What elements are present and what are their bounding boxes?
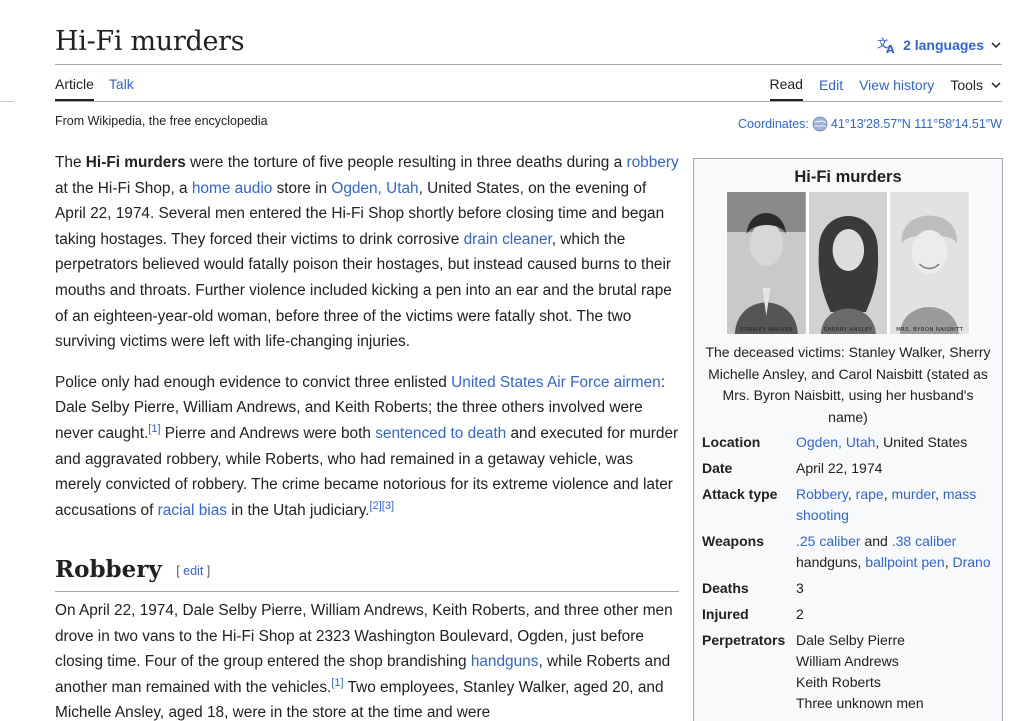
- text: and executed for murder and aggravated robbery, while Roberts, who had remained in a getaway vehicle, was merely convicted of robbery. The crime became notorious for its extreme violence and later accusations of: [55, 424, 679, 519]
- text: : Dale Selby Pierre, William Andrews, and Keith Roberts; the three others involved were never caught.: [55, 373, 666, 442]
- infobox-value: [796, 630, 994, 714]
- globe-icon[interactable]: [812, 116, 828, 132]
- text: and: [860, 533, 892, 549]
- text: , while Roberts and another man remained with the vehicles.: [55, 653, 671, 696]
- link-ballpoint-pen[interactable]: ballpoint pen: [865, 554, 945, 570]
- photo-caption: MRS. BYRON NAISBITT: [896, 327, 964, 333]
- link-38-caliber[interactable]: .38 caliber: [891, 533, 957, 549]
- sidebar-divider: [0, 101, 14, 102]
- infobox-key: Date: [702, 460, 733, 476]
- text: store in: [272, 179, 332, 197]
- reference-1[interactable]: [1]: [148, 422, 161, 435]
- text: , United States: [875, 434, 968, 450]
- perpetrator-name: Dale Selby Pierre: [796, 632, 905, 648]
- coordinates-label[interactable]: Coordinates:: [738, 117, 809, 131]
- tabs-divider: [55, 101, 1002, 102]
- intro: [55, 150, 679, 538]
- infobox-image[interactable]: [702, 192, 994, 334]
- link-robbery[interactable]: robbery: [626, 154, 679, 171]
- infobox: [693, 158, 1003, 721]
- reference-1[interactable]: [1]: [331, 676, 344, 689]
- intro-paragraph-2: [55, 370, 679, 524]
- text: Police only had enough evidence to convict three enlisted: [55, 373, 452, 391]
- separator: ,: [847, 486, 856, 502]
- link-racial-bias[interactable]: racial bias: [157, 501, 227, 519]
- tab-talk[interactable]: Talk: [108, 76, 134, 92]
- namespace-tabs: [55, 76, 134, 101]
- title-divider: [55, 64, 1002, 65]
- link-25-caliber[interactable]: .25 caliber: [796, 533, 861, 549]
- infobox-title: Hi-Fi murders: [794, 168, 902, 186]
- infobox-key: Deaths: [702, 580, 749, 596]
- infobox-row-deaths: [702, 578, 994, 599]
- infobox-value: 3: [796, 580, 804, 596]
- text: in the Utah judiciary.: [226, 501, 370, 519]
- victim-photo-2: [809, 192, 888, 334]
- infobox-key: Weapons: [702, 533, 764, 549]
- reference-3[interactable]: [3]: [381, 499, 395, 512]
- separator: ,: [883, 486, 892, 502]
- tab-view-history[interactable]: View history: [859, 77, 935, 93]
- infobox-key: Attack type: [702, 486, 778, 502]
- link-ogden-utah[interactable]: Ogden, Utah: [796, 434, 876, 450]
- infobox-rows: [702, 432, 994, 714]
- link-ogden-utah[interactable]: Ogden, Utah: [331, 179, 419, 197]
- section-body: [55, 598, 679, 721]
- section-edit-link[interactable]: edit: [183, 564, 204, 578]
- infobox-key: Perpetrators: [702, 632, 786, 648]
- perpetrator-name: Keith Roberts: [796, 674, 881, 690]
- link-murder[interactable]: murder: [891, 486, 936, 502]
- victim-photo-3: [890, 192, 969, 334]
- tagline: From Wikipedia, the free encyclopedia: [55, 114, 268, 128]
- translate-icon: [877, 36, 897, 54]
- infobox-row-weapons: [702, 531, 994, 573]
- tab-article[interactable]: Article: [55, 76, 94, 101]
- link-drano[interactable]: Drano: [952, 554, 991, 570]
- infobox-row-injured: [702, 604, 994, 625]
- infobox-key: Location: [702, 434, 761, 450]
- chevron-down-icon: [990, 39, 1002, 51]
- infobox-value: [796, 531, 994, 573]
- section-heading: [55, 556, 679, 592]
- link-mass-shooting[interactable]: mass shooting: [796, 486, 977, 523]
- tools-menu[interactable]: [950, 77, 1002, 100]
- svg-text:文: 文: [877, 37, 889, 50]
- photo-caption: SHERRY ANSLEY: [823, 327, 873, 333]
- text: handguns,: [796, 554, 866, 570]
- infobox-row-date: [702, 458, 994, 479]
- link-handguns[interactable]: handguns: [470, 653, 539, 671]
- perpetrator-name: William Andrews: [796, 653, 899, 669]
- link-robbery[interactable]: Robbery: [796, 486, 848, 502]
- coordinates: [738, 116, 1002, 132]
- text: The: [55, 154, 86, 171]
- text: Two employees, Stanley Walker, aged 20, and Michelle Ansley, aged 18, were in the store at the time and were: [55, 678, 664, 721]
- photo-caption: STANLEY WALKER: [739, 327, 793, 333]
- text: , United States, on the evening of April 22, 1974. Several men entered the Hi-Fi Shop shortly before closing time and began taking hostages. They forced their victims to drink corrosive: [55, 179, 665, 248]
- view-tabs: [770, 76, 1003, 101]
- tab-edit[interactable]: Edit: [818, 77, 844, 93]
- infobox-row-attack-type: [702, 484, 994, 526]
- text: at the Hi-Fi Shop, a: [55, 179, 192, 197]
- chevron-down-icon: [990, 79, 1002, 91]
- languages-label: 2 languages: [903, 37, 984, 53]
- bracket: ]: [203, 564, 211, 578]
- infobox-value: [796, 432, 994, 453]
- page-title: Hi-Fi murders: [55, 26, 245, 57]
- link-usaf-airmen[interactable]: United States Air Force airmen: [451, 373, 661, 391]
- link-rape[interactable]: rape: [855, 486, 884, 502]
- link-drain-cleaner[interactable]: drain cleaner: [463, 230, 552, 248]
- languages-button[interactable]: [877, 36, 1002, 54]
- infobox-value: April 22, 1974: [796, 460, 883, 476]
- section-edit: [176, 564, 210, 578]
- infobox-row-location: [702, 432, 994, 453]
- intro-paragraph-1: [55, 150, 679, 355]
- infobox-key: Injured: [702, 606, 749, 622]
- coordinates-value[interactable]: 41°13′28.57″N 111°58′14.51″W: [830, 117, 1002, 131]
- link-sentenced-to-death[interactable]: sentenced to death: [375, 424, 507, 442]
- perpetrator-name: Three unknown men: [796, 695, 924, 711]
- text: Pierre and Andrews were both: [160, 424, 376, 442]
- text: On April 22, 1974, Dale Selby Pierre, William Andrews, Keith Roberts, and three other men drove in two vans to the Hi-Fi Shop at 2323 Washington Boulevard, Ogden, just before closing time. Four of the group entered the shop brandishing: [55, 602, 673, 671]
- link-home-audio[interactable]: home audio: [191, 179, 273, 197]
- text: , which the perpetrators believed would fatally poison their hostages, but instead caused burns to their mouths and throats. Further violence included kicking a pen into an ear and the brutal rape of an eighteen-year-old woman, before three of the victims were fatally shot. The two surviving victims were left with life-changing injuries.: [55, 230, 672, 351]
- infobox-caption: The deceased victims: Stanley Walker, Sherry Michelle Ansley, and Carol Naisbitt (stated as Mrs. Byron Naisbitt, using her husband's name): [705, 344, 991, 425]
- separator: ,: [944, 554, 953, 570]
- infobox-value: 2: [796, 606, 804, 622]
- victim-photos: [725, 192, 971, 334]
- text: were the torture of five people resulting in three deaths during a: [185, 154, 627, 171]
- reference-2[interactable]: [2]: [369, 499, 382, 512]
- infobox-row-perpetrators: [702, 630, 994, 714]
- infobox-value: [796, 484, 994, 526]
- tab-read[interactable]: Read: [770, 76, 803, 101]
- bold-title: Hi-Fi murders: [85, 154, 186, 171]
- separator: ,: [935, 486, 943, 502]
- victim-photo-1: [727, 192, 806, 334]
- bracket: [: [176, 564, 184, 578]
- section-paragraph-1: [55, 598, 679, 721]
- section-title: Robbery: [55, 556, 162, 583]
- svg-text:A: A: [886, 43, 895, 54]
- tools-label: Tools: [950, 77, 983, 93]
